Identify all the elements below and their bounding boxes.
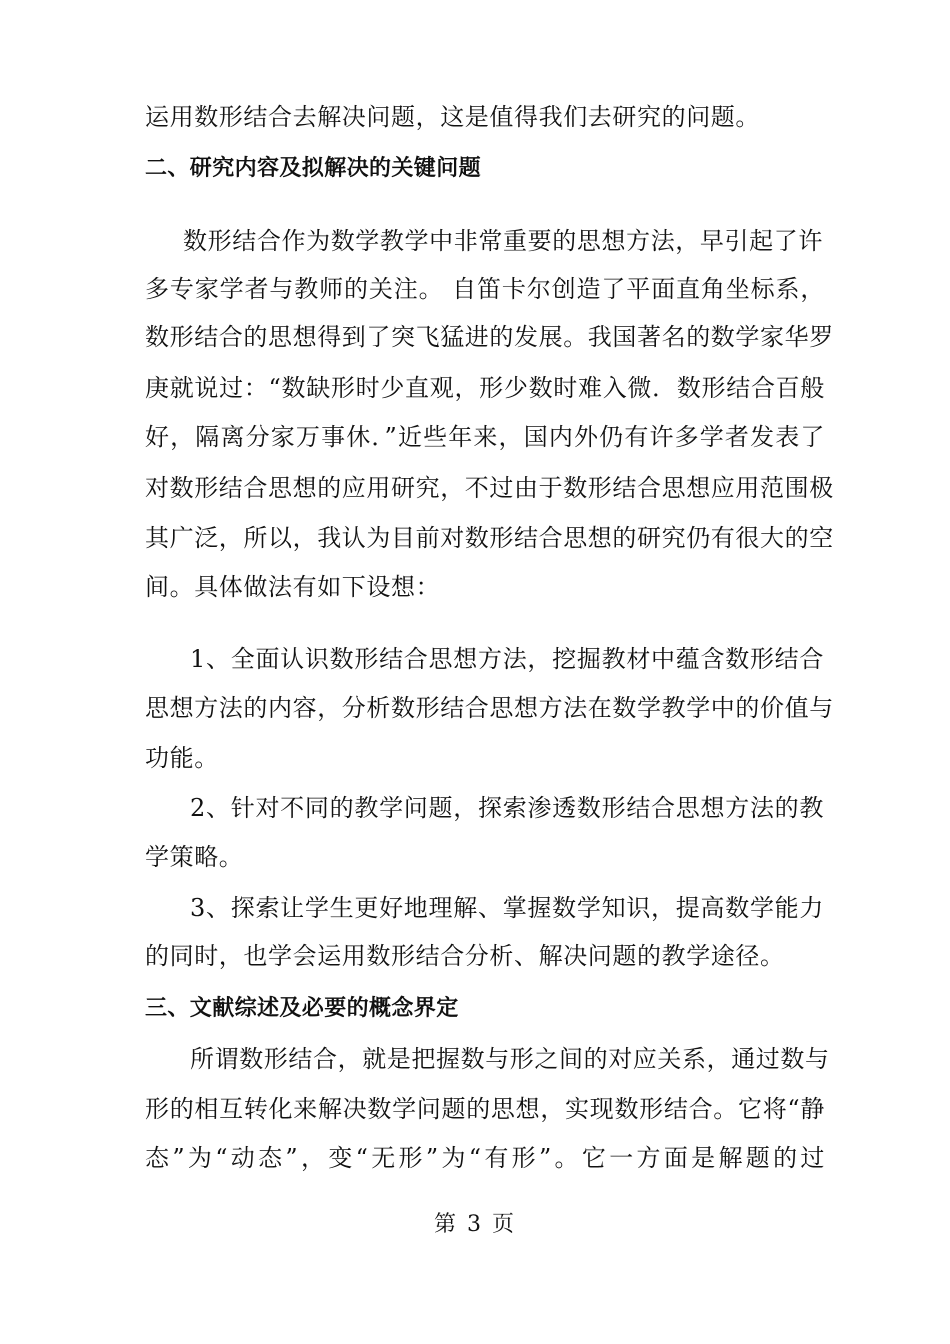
section-heading-3: 三、文献综述及必要的概念界定 (145, 996, 459, 1021)
paragraph-line: 数形结合作为数学教学中非常重要的思想方法，早引起了许 (183, 227, 823, 255)
paragraph-line: 好，隔离分家万事休．”近些年来，国内外仍有许多学者发表了 (145, 423, 825, 451)
list-item-1-line: 思想方法的内容，分析数形结合思想方法在数学教学中的价值与 (145, 694, 834, 722)
paragraph-line: 形的相互转化来解决数学问题的思想，实现数形结合。它将“静 (145, 1095, 825, 1123)
paragraph-line: 多专家学者与教师的关注。 自笛卡尔创造了平面直角坐标系， (145, 275, 825, 303)
paragraph-line: 其广泛，所以，我认为目前对数形结合思想的研究仍有很大的空 (145, 524, 834, 552)
paragraph-line: 运用数形结合去解决问题，这是值得我们去研究的问题。 (145, 103, 760, 131)
list-item-3-line: 3、探索让学生更好地理解、掌握数学知识，提高数学能力 (190, 894, 824, 922)
section-heading-2: 二、研究内容及拟解决的关键问题 (145, 156, 482, 181)
list-item-2-line: 学策略。 (145, 843, 244, 871)
paragraph-line: 间。具体做法有如下设想： (145, 573, 441, 601)
paragraph-line: 对数形结合思想的应用研究，不过由于数形结合思想应用范围极 (145, 474, 834, 502)
list-item-1-line: 功能。 (145, 744, 219, 772)
page-number: 第 3 页 (434, 1212, 516, 1237)
paragraph-line: 所谓数形结合，就是把握数与形之间的对应关系，通过数与 (190, 1045, 830, 1073)
list-item-3-line: 的同时，也学会运用数形结合分析、解决问题的教学途径。 (145, 942, 785, 970)
paragraph-line: 庚就说过：“数缺形时少直观，形少数时难入微．数形结合百般 (145, 374, 825, 402)
paragraph-line: 数形结合的思想得到了突飞猛进的发展。我国著名的数学家华罗 (145, 323, 834, 351)
paragraph-line: 态”为“动态”，变“无形”为“有形”。它一方面是解题的过 (145, 1144, 825, 1172)
list-item-1-line: 1、全面认识数形结合思想方法，挖掘教材中蕴含数形结合 (190, 645, 824, 673)
list-item-2-line: 2、针对不同的教学问题，探索渗透数形结合思想方法的教 (190, 794, 824, 822)
